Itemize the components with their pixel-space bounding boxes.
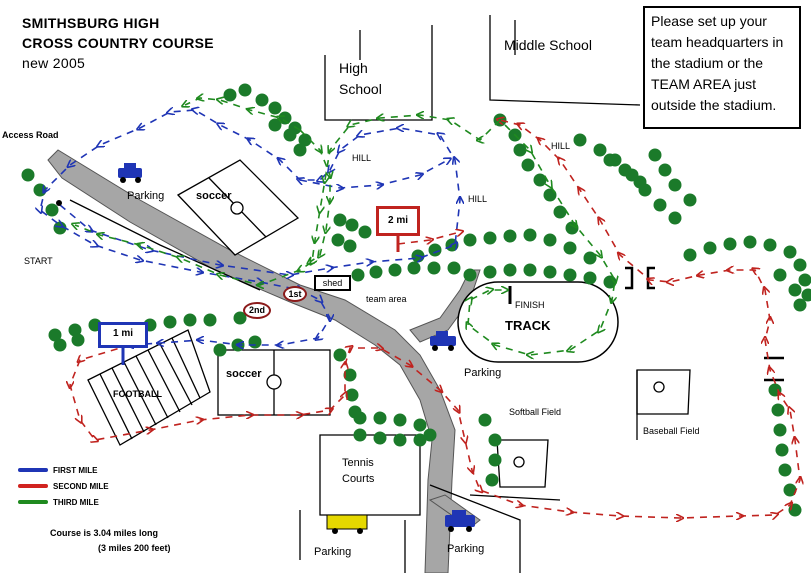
tree-icon — [659, 164, 672, 177]
tree-icon — [669, 212, 682, 225]
tree-icon — [554, 206, 567, 219]
tree-icon — [574, 134, 587, 147]
middle-school-label: Middle School — [504, 37, 592, 53]
hill-label-3: HILL — [551, 141, 571, 151]
tree-icon — [164, 316, 177, 329]
football-label: FOOTBALL — [113, 389, 162, 399]
tree-icon — [504, 264, 517, 277]
tree-icon — [684, 249, 697, 262]
tree-icon — [489, 434, 502, 447]
tree-icon — [524, 229, 537, 242]
tree-icon — [779, 464, 792, 477]
legend — [18, 462, 109, 510]
course-length-note-feet: (3 miles 200 feet) — [98, 543, 171, 553]
second-lap-marker: 2nd — [243, 302, 271, 319]
tree-icon — [486, 474, 499, 487]
team-headquarters-notice: Please set up your team headquarters in the stadium or the TEAM AREA just outside the stadium. — [643, 6, 801, 129]
shed-label: shed — [314, 275, 351, 291]
high-school-label: High School — [339, 60, 382, 97]
tree-icon — [224, 89, 237, 102]
title-line-3: new 2005 — [22, 55, 86, 71]
tree-icon — [484, 266, 497, 279]
title-line-2: CROSS COUNTRY COURSE — [22, 35, 214, 51]
trees — [22, 84, 811, 517]
tree-icon — [784, 246, 797, 259]
legend-second-mile: SECOND MILE — [18, 478, 109, 494]
hill-label-2: HILL — [468, 194, 488, 204]
tree-icon — [464, 234, 477, 247]
tree-icon — [374, 432, 387, 445]
tree-icon — [332, 234, 345, 247]
tree-icon — [269, 102, 282, 115]
tree-icon — [744, 236, 757, 249]
softball-label: Softball Field — [509, 407, 562, 417]
tree-icon — [352, 269, 365, 282]
soccer-field-south — [218, 350, 330, 415]
tree-icon — [764, 239, 777, 252]
two-mile-marker: 2 mi — [376, 206, 420, 236]
access-road-label: Access Road — [2, 130, 59, 140]
team-area-label: team area — [366, 294, 407, 304]
title-line-1: SMITHSBURG HIGH — [22, 15, 160, 31]
tree-icon — [654, 199, 667, 212]
tree-icon — [566, 222, 579, 235]
tree-icon — [594, 144, 607, 157]
tree-icon — [414, 419, 427, 432]
tree-icon — [374, 412, 387, 425]
tree-icon — [334, 349, 347, 362]
tree-icon — [584, 252, 597, 265]
stadium-gates — [625, 268, 784, 380]
tree-icon — [604, 154, 617, 167]
tree-icon — [354, 429, 367, 442]
tree-icon — [256, 94, 269, 107]
tree-icon — [408, 262, 421, 275]
car-icon-nw — [118, 163, 142, 183]
tree-icon — [184, 314, 197, 327]
tree-icon — [522, 159, 535, 172]
first-lap-marker: 1st — [283, 286, 307, 302]
tree-icon — [504, 230, 517, 243]
tree-icon — [774, 269, 787, 282]
tree-icon — [239, 84, 252, 97]
tree-icon — [294, 144, 307, 157]
tree-icon — [269, 119, 282, 132]
parking-bottom-left-label: Parking — [314, 546, 352, 558]
tree-icon — [72, 334, 85, 347]
baseball-label: Baseball Field — [643, 426, 700, 436]
soccer-north-label: soccer — [196, 190, 232, 202]
tree-icon — [789, 284, 802, 297]
tree-icon — [584, 272, 597, 285]
tree-icon — [414, 434, 427, 447]
tree-icon — [394, 434, 407, 447]
parking-mid-label: Parking — [464, 367, 502, 379]
start-label: START — [24, 256, 53, 266]
tree-icon — [446, 239, 459, 252]
tree-icon — [544, 266, 557, 279]
tree-icon — [479, 414, 492, 427]
tree-icon — [484, 232, 497, 245]
tree-icon — [776, 444, 789, 457]
tree-icon — [724, 238, 737, 251]
tree-icon — [774, 424, 787, 437]
tree-icon — [46, 204, 59, 217]
tree-icon — [649, 149, 662, 162]
tree-icon — [772, 404, 785, 417]
parking-nw-label: Parking — [127, 190, 165, 202]
tree-icon — [489, 454, 502, 467]
tree-icon — [564, 269, 577, 282]
tree-icon — [394, 414, 407, 427]
legend-first-mile: FIRST MILE — [18, 462, 109, 478]
tree-icon — [464, 269, 477, 282]
tree-icon — [54, 339, 67, 352]
tree-icon — [354, 412, 367, 425]
tree-icon — [794, 259, 807, 272]
tree-icon — [799, 274, 811, 287]
finish-label: FINISH — [515, 300, 545, 310]
tree-icon — [524, 264, 537, 277]
tree-icon — [214, 344, 227, 357]
soccer-south-label: soccer — [226, 368, 262, 380]
parking-bottom-right-label: Parking — [447, 543, 485, 555]
tree-icon — [544, 234, 557, 247]
tree-icon — [669, 179, 682, 192]
hill-label-1: HILL — [352, 153, 372, 163]
tree-icon — [634, 176, 647, 189]
tree-icon — [346, 219, 359, 232]
tree-icon — [344, 240, 357, 253]
tree-icon — [544, 189, 557, 202]
tennis-label: Tennis Courts — [342, 457, 375, 485]
map-title — [22, 13, 214, 73]
tree-icon — [346, 389, 359, 402]
tree-icon — [389, 264, 402, 277]
course-length-note: Course is 3.04 miles long — [50, 528, 159, 538]
tree-icon — [564, 242, 577, 255]
start-marker-icon — [56, 200, 62, 206]
tree-icon — [619, 164, 632, 177]
tree-icon — [22, 169, 35, 182]
tree-icon — [370, 266, 383, 279]
tree-icon — [428, 262, 441, 275]
tree-icon — [412, 250, 425, 263]
track-label: TRACK — [505, 318, 551, 333]
tree-icon — [334, 214, 347, 227]
tree-icon — [249, 336, 262, 349]
tree-icon — [359, 226, 372, 239]
tree-icon — [794, 299, 807, 312]
first-mile-route — [300, 160, 448, 188]
tree-icon — [684, 194, 697, 207]
tree-icon — [284, 129, 297, 142]
softball-field — [497, 440, 548, 487]
bus-icon — [327, 515, 367, 534]
tree-icon — [534, 174, 547, 187]
tree-icon — [704, 242, 717, 255]
legend-third-mile: THIRD MILE — [18, 494, 109, 510]
one-mile-marker: 1 mi — [98, 322, 148, 348]
tree-icon — [204, 314, 217, 327]
tree-icon — [448, 262, 461, 275]
